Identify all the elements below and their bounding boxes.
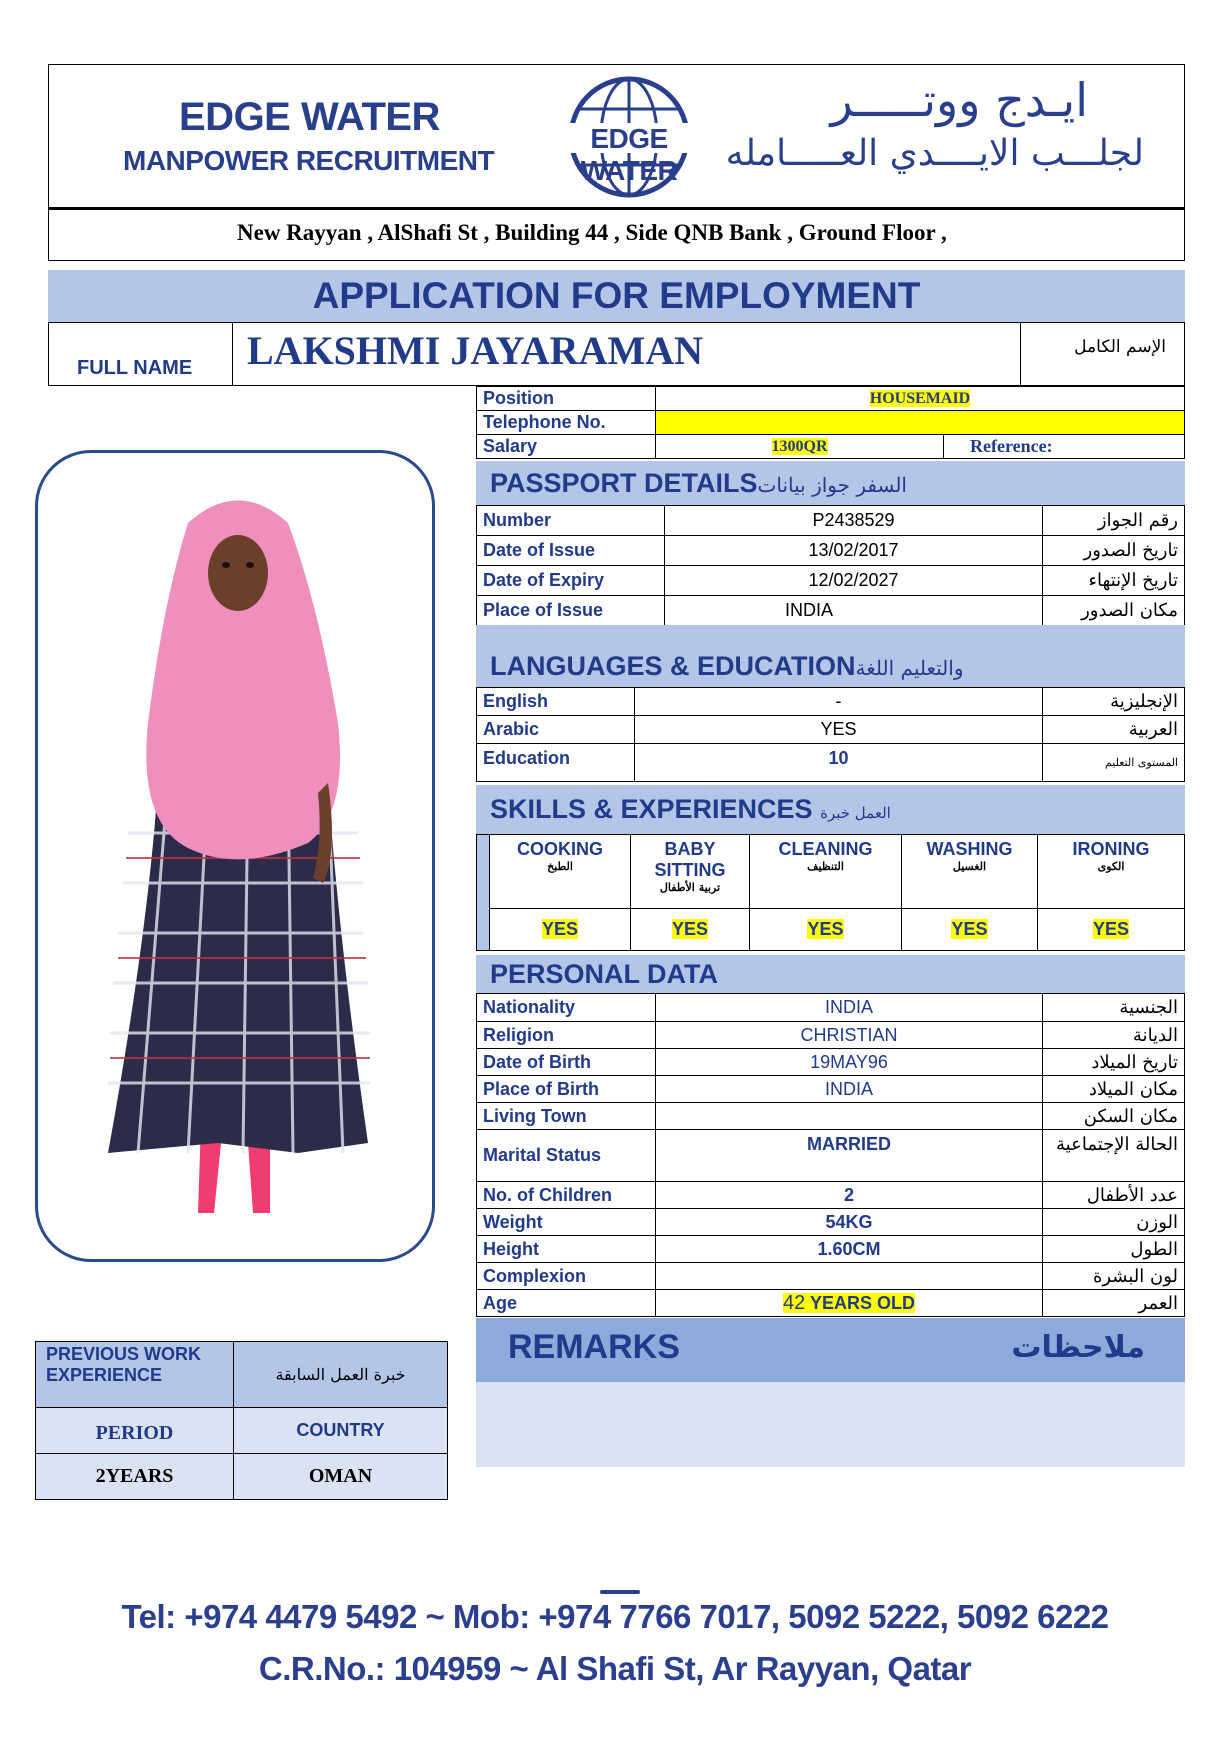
languages-table	[476, 687, 1185, 782]
place-of-issue-ar: مكان الصدور	[1043, 596, 1185, 626]
full-name-value: LAKSHMI JAYARAMAN	[247, 328, 703, 373]
logo-text: EDGE WATER	[580, 123, 678, 186]
skill-ironing-label: IRONING	[1072, 839, 1150, 859]
company-address: New Rayyan , AlShafi St , Building 44 , Side QNB Bank , Ground Floor ,	[48, 208, 1185, 261]
pob-label: Place of Birth	[477, 1076, 656, 1103]
complexion-value	[656, 1263, 1043, 1290]
arabic-value: YES	[635, 716, 1043, 744]
skill-baby-sitting-value: YES	[671, 919, 709, 939]
skill-cooking-label: COOKING	[516, 839, 603, 859]
expiry-date-value: 12/02/2027	[665, 566, 1043, 596]
expiry-date-ar: تاريخ الإنتهاء	[1043, 566, 1185, 596]
languages-title: LANGUAGES & EDUCATION	[490, 651, 856, 681]
personal-table	[476, 993, 1185, 1317]
issue-date-value: 13/02/2017	[665, 536, 1043, 566]
marital-status-ar: الحالة الإجتماعية	[1043, 1130, 1185, 1182]
company-subtitle-ar: لجلـــب الايــــدي العـــــامله	[725, 133, 1144, 174]
religion-label: Religion	[477, 1022, 656, 1049]
living-town-label: Living Town	[477, 1103, 656, 1130]
position-table	[476, 386, 1185, 459]
education-ar: المستوى التعليم	[1043, 744, 1185, 782]
position-label: Position	[477, 387, 656, 411]
remarks-box	[476, 1318, 1185, 1467]
arabic-ar: العربية	[1043, 716, 1185, 744]
living-town-ar: مكان السكن	[1043, 1103, 1185, 1130]
passport-table	[476, 505, 1185, 626]
skill-ironing-ar: الكوى	[1097, 860, 1125, 873]
passport-number-value: P2438529	[665, 506, 1043, 536]
place-of-issue-value: INDIA	[665, 596, 1043, 626]
skill-baby-sitting-label: BABY SITTING	[654, 839, 726, 880]
letterhead	[48, 64, 1185, 208]
children-value: 2	[656, 1182, 1043, 1209]
religion-value: CHRISTIAN	[656, 1022, 1043, 1049]
education-label: Education	[477, 744, 635, 782]
living-town-value	[656, 1103, 1043, 1130]
footer-address: C.R.No.: 104959 ~ Al Shafi St, Ar Rayyan, Qatar	[258, 1650, 972, 1687]
dob-label: Date of Birth	[477, 1049, 656, 1076]
languages-section-header	[476, 625, 1185, 687]
skill-cleaning-ar: التنظيف	[807, 860, 844, 873]
company-name-en: EDGE WATER	[179, 95, 440, 139]
weight-ar: الوزن	[1043, 1209, 1185, 1236]
full-name-row	[48, 322, 1185, 386]
weight-value: 54KG	[656, 1209, 1043, 1236]
height-value: 1.60CM	[656, 1236, 1043, 1263]
marital-status-label: Marital Status	[477, 1130, 656, 1182]
english-label: English	[477, 688, 635, 716]
footer-mark	[600, 1590, 640, 1594]
skill-cleaning-value: YES	[807, 919, 844, 939]
remarks-header	[476, 1318, 1185, 1382]
skill-washing-value: YES	[951, 919, 988, 939]
complexion-label: Complexion	[477, 1263, 656, 1290]
passport-section-header	[476, 461, 1185, 505]
passport-number-ar: رقم الجواز	[1043, 506, 1185, 536]
nationality-label: Nationality	[477, 994, 656, 1022]
age-number: 42	[783, 1291, 806, 1314]
dob-value: 19MAY96	[656, 1049, 1043, 1076]
age-label: Age	[477, 1290, 656, 1317]
skill-baby-sitting-ar: تربية الأطفال	[659, 881, 721, 894]
expiry-date-label: Date of Expiry	[477, 566, 665, 596]
skills-title-ar: العمل خبرة	[820, 804, 891, 822]
nationality-value: INDIA	[656, 994, 1043, 1022]
age-value	[783, 1293, 915, 1313]
previous-work-table	[35, 1341, 448, 1500]
salary-value: 1300QR	[771, 437, 828, 455]
place-of-issue-label: Place of Issue	[477, 596, 665, 626]
skill-cooking-ar: الطبخ	[547, 860, 573, 873]
arabic-label: Arabic	[477, 716, 635, 744]
full-name-label-ar: الإسم الكامل	[1074, 337, 1166, 357]
skills-table	[476, 834, 1185, 951]
footer-contact: Tel: +974 4479 5492 ~ Mob: +974 7766 7017, 5092 5222, 5092 6222	[121, 1598, 1109, 1635]
country-value: OMAN	[234, 1454, 448, 1500]
skill-washing-label: WASHING	[926, 839, 1013, 859]
pob-value: INDIA	[656, 1076, 1043, 1103]
age-ar: العمر	[1043, 1290, 1185, 1317]
telephone-value	[656, 411, 1185, 435]
period-label: PERIOD	[36, 1408, 234, 1454]
english-ar: الإنجليزية	[1043, 688, 1185, 716]
period-value: 2YEARS	[36, 1454, 234, 1500]
applicant-photo-frame	[35, 450, 435, 1262]
reference-label: Reference:	[944, 435, 1185, 459]
religion-ar: الديانة	[1043, 1022, 1185, 1049]
remarks-title: REMARKS	[508, 1328, 680, 1366]
telephone-label: Telephone No.	[477, 411, 656, 435]
pob-ar: مكان الميلاد	[1043, 1076, 1185, 1103]
nationality-ar: الجنسية	[1043, 994, 1185, 1022]
languages-title-ar: والتعليم اللغة	[855, 656, 964, 680]
weight-label: Weight	[477, 1209, 656, 1236]
full-name-label: FULL NAME	[77, 357, 193, 379]
marital-status-value: MARRIED	[656, 1130, 1043, 1182]
complexion-ar: لون البشرة	[1043, 1263, 1185, 1290]
salary-label: Salary	[477, 435, 656, 459]
country-label: COUNTRY	[234, 1408, 448, 1454]
issue-date-ar: تاريخ الصدور	[1043, 536, 1185, 566]
passport-title: PASSPORT DETAILS	[490, 468, 758, 498]
english-value: -	[635, 688, 1043, 716]
height-ar: الطول	[1043, 1236, 1185, 1263]
skill-washing-ar: الغسيل	[952, 860, 987, 873]
position-value: HOUSEMAID	[869, 389, 971, 407]
skill-cleaning-label: CLEANING	[778, 839, 873, 859]
skill-cooking-value: YES	[541, 919, 579, 939]
education-value: 10	[635, 744, 1043, 782]
issue-date-label: Date of Issue	[477, 536, 665, 566]
previous-work-title-ar: خبرة العمل السابقة	[234, 1342, 448, 1408]
personal-section-header: PERSONAL DATA	[476, 955, 1185, 993]
remarks-title-ar: ملاحظات	[1011, 1330, 1145, 1365]
passport-number-label: Number	[477, 506, 665, 536]
company-name-ar: ايـدج ووتـــــر	[830, 73, 1088, 127]
skills-section-header	[476, 785, 1185, 834]
applicant-photo	[38, 453, 432, 1259]
company-logo	[539, 73, 719, 201]
company-subtitle-en: MANPOWER RECRUITMENT	[123, 145, 495, 176]
children-label: No. of Children	[477, 1182, 656, 1209]
age-unit: YEARS OLD	[805, 1292, 915, 1313]
passport-title-ar: السفر جواز بيانات	[757, 473, 907, 497]
skills-title: SKILLS & EXPERIENCES	[490, 794, 813, 824]
children-ar: عدد الأطفال	[1043, 1182, 1185, 1209]
skill-ironing-value: YES	[1092, 919, 1130, 939]
previous-work-title: PREVIOUS WORK EXPERIENCE	[36, 1342, 234, 1408]
form-title: APPLICATION FOR EMPLOYMENT	[48, 270, 1185, 322]
height-label: Height	[477, 1236, 656, 1263]
dob-ar: تاريخ الميلاد	[1043, 1049, 1185, 1076]
